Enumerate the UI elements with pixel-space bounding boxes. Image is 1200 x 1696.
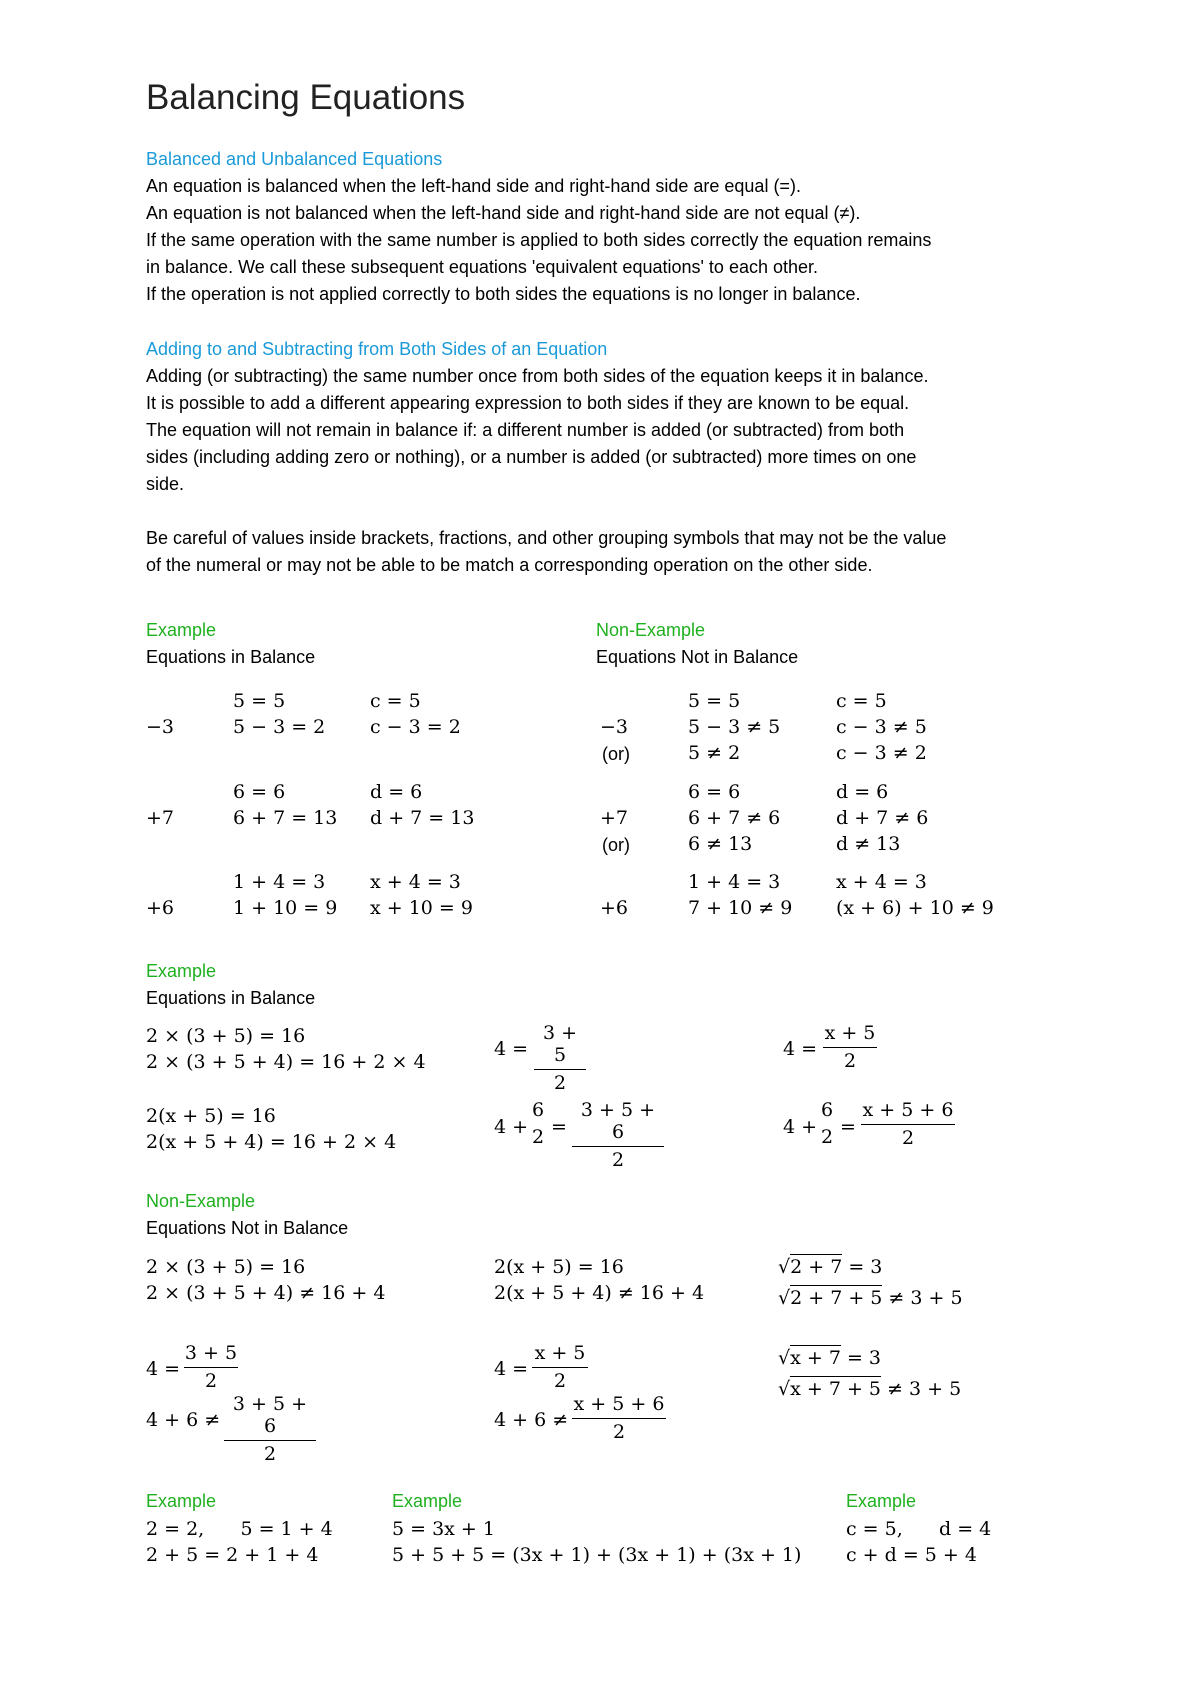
example-label: Example: [146, 620, 217, 640]
equation: (x + 6) + 10 ≠ 9: [836, 897, 994, 919]
equation: 5 ≠ 2: [688, 742, 741, 764]
equation: d + 7 = 13: [370, 807, 475, 829]
equation: x + 4 = 3: [836, 871, 927, 893]
equation: 5 + 5 + 5 = (3x + 1) + (3x + 1) + (3x + 1): [392, 1544, 802, 1566]
equation: 2 × (3 + 5 + 4) = 16 + 2 × 4: [146, 1051, 426, 1073]
equation: d = 6: [836, 781, 889, 803]
equation: 2 = 2, 5 = 1 + 4: [146, 1518, 333, 1540]
equation: 6 ≠ 13: [688, 833, 753, 855]
operation-label: −3: [146, 716, 175, 738]
equation: 5 = 5: [688, 690, 741, 712]
equation-lhs: 4 + 6 ≠: [146, 1409, 221, 1431]
equation-lhs: 4 + 6 ≠: [494, 1409, 569, 1431]
radicand: x + 7: [790, 1347, 841, 1369]
equation: 2(x + 5) = 16: [494, 1256, 624, 1278]
numerator: x + 5 + 6: [862, 1099, 954, 1121]
equation-lhs: 4 =: [494, 1038, 529, 1060]
radical-sign: √: [778, 1347, 791, 1369]
equation: c − 3 ≠ 5: [836, 716, 927, 738]
denominator: 2: [532, 1367, 588, 1392]
equation: 6 = 6: [688, 781, 741, 803]
radicand: 2 + 7 + 5: [790, 1287, 883, 1309]
equation-lhs: 4 +: [494, 1116, 529, 1138]
denominator: 2: [224, 1440, 316, 1465]
equation: c + d = 5 + 4: [846, 1544, 977, 1566]
equation: 1 + 4 = 3: [233, 871, 326, 893]
fraction: [861, 1099, 955, 1149]
denominator: 2: [823, 1047, 877, 1072]
numerator: 3 + 5 + 6: [580, 1099, 656, 1143]
paragraph-line: of the numeral or may not be able to be match a corresponding operation on the other side.: [146, 555, 873, 575]
equation: [778, 1287, 963, 1309]
equals-sign: =: [551, 1116, 567, 1138]
example-label: Example: [392, 1491, 463, 1511]
fraction: [572, 1099, 664, 1171]
equation-lhs: 4 +: [783, 1116, 818, 1138]
page-title: Balancing Equations: [146, 78, 466, 117]
equation: c = 5: [836, 690, 887, 712]
numerator: x + 5 + 6: [573, 1393, 665, 1415]
equation: 5 − 3 ≠ 5: [688, 716, 781, 738]
section-heading-adding: Adding to and Subtracting from Both Sides of an Equation: [146, 339, 608, 359]
equation: 2(x + 5) = 16: [146, 1105, 276, 1127]
numerator: x + 5: [824, 1022, 876, 1044]
equation: 2 + 5 = 2 + 1 + 4: [146, 1544, 319, 1566]
fraction: [572, 1393, 666, 1443]
equation: d ≠ 13: [836, 833, 901, 855]
equation-lhs: 4 =: [494, 1358, 529, 1380]
non-example-subtitle: Equations Not in Balance: [596, 647, 799, 667]
equation: 7 + 10 ≠ 9: [688, 897, 793, 919]
equation-lhs: 4 =: [783, 1038, 818, 1060]
equation: d + 7 ≠ 6: [836, 807, 929, 829]
operation-label: −3: [600, 716, 629, 738]
non-example-subtitle: Equations Not in Balance: [146, 1218, 349, 1238]
radical-sign: √: [778, 1287, 791, 1309]
equation-rhs: ≠ 3 + 5: [888, 1287, 963, 1309]
radical-sign: √: [778, 1256, 791, 1278]
paragraph-line: If the operation is not applied correctly to both sides the equations is no longer in balance.: [146, 284, 861, 304]
non-example-label: Non-Example: [146, 1191, 256, 1211]
or-label: (or): [602, 835, 630, 855]
equation: d = 6: [370, 781, 423, 803]
equation: c − 3 = 2: [370, 716, 461, 738]
radical-sign: √: [778, 1378, 791, 1400]
numerator: 3 + 5: [184, 1342, 238, 1364]
paragraph-line: sides (including adding zero or nothing), or a number is added (or subtracted) more times on one: [146, 447, 917, 467]
equation: c = 5: [370, 690, 421, 712]
equation-rhs: = 3: [846, 1347, 882, 1369]
non-example-label: Non-Example: [596, 620, 706, 640]
denominator: 2: [572, 1146, 664, 1171]
equation-lhs: 4 =: [146, 1358, 181, 1380]
paragraph-line: in balance. We call these subsequent equations 'equivalent equations' to each other.: [146, 257, 819, 277]
equation: 2 × (3 + 5) = 16: [146, 1025, 306, 1047]
paragraph-line: It is possible to add a different appearing expression to both sides if they are known to be equal.: [146, 393, 910, 413]
equation: c = 5, d = 4: [846, 1518, 992, 1540]
section-heading-balanced: Balanced and Unbalanced Equations: [146, 149, 443, 169]
fraction: [184, 1342, 238, 1392]
numerator: 6: [820, 1099, 834, 1121]
denominator: 2: [531, 1126, 545, 1148]
paragraph-line: An equation is not balanced when the left-hand side and right-hand side are not equal (≠).: [146, 203, 861, 223]
equation: [778, 1347, 881, 1369]
equation: 1 + 10 = 9: [233, 897, 338, 919]
equation: 2 × (3 + 5 + 4) ≠ 16 + 4: [146, 1282, 386, 1304]
example-label: Example: [146, 1491, 217, 1511]
denominator: 2: [861, 1124, 955, 1149]
fraction: [823, 1022, 877, 1072]
radicand: 2 + 7: [790, 1256, 843, 1278]
denominator: 2: [184, 1367, 238, 1392]
equation: 2(x + 5 + 4) ≠ 16 + 4: [494, 1282, 705, 1304]
equation: [778, 1256, 882, 1278]
fraction: [532, 1342, 588, 1392]
numerator: 3 + 5 + 6: [232, 1393, 308, 1437]
example-subtitle: Equations in Balance: [146, 988, 316, 1008]
operation-label: +7: [600, 807, 629, 829]
equation: 2(x + 5 + 4) = 16 + 2 × 4: [146, 1131, 397, 1153]
example-subtitle: Equations in Balance: [146, 647, 316, 667]
equation: 1 + 4 = 3: [688, 871, 781, 893]
numerator: x + 5: [534, 1342, 586, 1364]
numerator: 3 + 5: [542, 1022, 578, 1066]
paragraph-line: side.: [146, 474, 185, 494]
fraction: [817, 1099, 837, 1148]
fraction: [224, 1393, 316, 1465]
example-label: Example: [846, 1491, 917, 1511]
paragraph-line: If the same operation with the same number is applied to both sides correctly the equation remains: [146, 230, 932, 250]
equation: [778, 1378, 961, 1400]
denominator: 2: [572, 1418, 666, 1443]
equation: x + 4 = 3: [370, 871, 461, 893]
radicand: x + 7 + 5: [790, 1378, 881, 1400]
operation-label: +6: [600, 897, 629, 919]
operation-label: +6: [146, 897, 175, 919]
equation: x + 10 = 9: [370, 897, 473, 919]
or-label: (or): [602, 744, 630, 764]
equation: 2 × (3 + 5) = 16: [146, 1256, 306, 1278]
fraction: [534, 1022, 586, 1094]
operation-label: +7: [146, 807, 175, 829]
example-label: Example: [146, 961, 217, 981]
equation: 5 − 3 = 2: [233, 716, 326, 738]
paragraph-line: The equation will not remain in balance if: a different number is added (or subtracted) from both: [146, 420, 905, 440]
paragraph-line: Adding (or subtracting) the same number once from both sides of the equation keeps it in balance.: [146, 366, 929, 386]
paragraph-line: Be careful of values inside brackets, fractions, and other grouping symbols that may not be the value: [146, 528, 947, 548]
numerator: 6: [531, 1099, 545, 1121]
equation: 6 = 6: [233, 781, 286, 803]
denominator: 2: [820, 1126, 834, 1148]
equals-sign: =: [840, 1116, 856, 1138]
equation: c − 3 ≠ 2: [836, 742, 927, 764]
fraction: [528, 1099, 548, 1148]
equation: 6 + 7 = 13: [233, 807, 338, 829]
equation: 5 = 5: [233, 690, 286, 712]
denominator: 2: [534, 1069, 586, 1094]
paragraph-line: An equation is balanced when the left-hand side and right-hand side are equal (=).: [146, 176, 801, 196]
equation-rhs: = 3: [848, 1256, 883, 1278]
equation-rhs: ≠ 3 + 5: [887, 1378, 962, 1400]
equation: 6 + 7 ≠ 6: [688, 807, 781, 829]
equation: 5 = 3x + 1: [392, 1518, 495, 1540]
